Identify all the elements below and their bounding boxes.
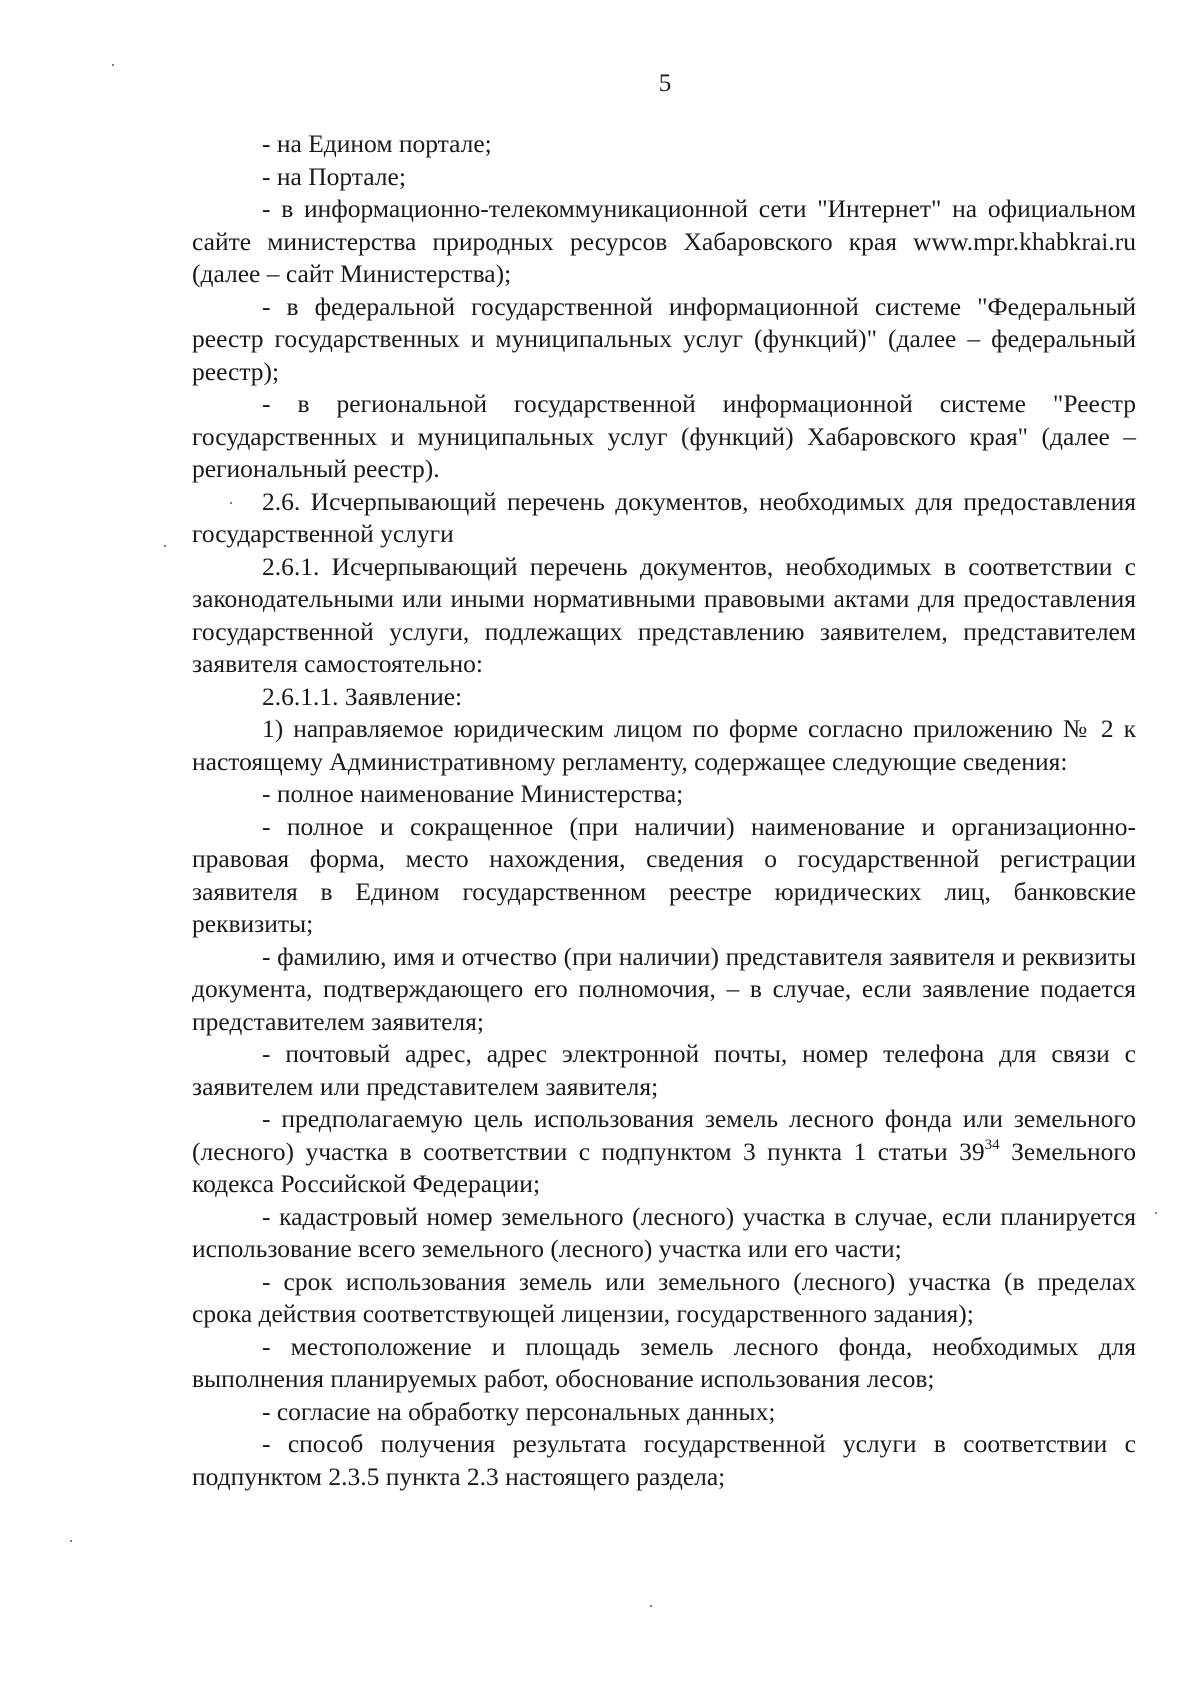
list-item-location-area: - местоположение и площадь земель лесного фонда, необходимых для выполнения планируемых работ, обоснование использования лесов;: [192, 1331, 1136, 1393]
list-item-cadastral-number: - кадастровый номер земельного (лесного) участка в случае, если планируется использование всего земельного (лесного) участка или его части;: [192, 1201, 1136, 1263]
list-item-ministry-name: - полное наименование Министерства;: [262, 779, 684, 808]
paragraph-federal-registry: - в федеральной государственной информационной системе "Федеральный реестр государственных и муниципальных услуг (функций)" (далее – федеральный реестр);: [192, 291, 1136, 386]
list-item-result-method: - способ получения результата государственной услуги в соответствии с подпунктом 2.3.5 пункта 2.3 настоящего раздела;: [192, 1429, 1136, 1491]
scan-speck: [112, 64, 114, 66]
list-item-representative: - фамилию, имя и отчество (при наличии) представителя заявителя и реквизиты документа, подтверждающего его полномочия, – в случае, если заявление подается представителем заявителя;: [192, 941, 1136, 1036]
scan-speck: [1155, 1212, 1157, 1214]
section-heading-2-6: 2.6. Исчерпывающий перечень документов, необходимых для предоставления государственной услуги: [192, 486, 1136, 548]
paragraph-item-1: 1) направляемое юридическим лицом по форме согласно приложению № 2 к настоящему Административному регламенту, содержащее следующие сведения:: [192, 714, 1136, 776]
list-item-contacts: - почтовый адрес, адрес электронной почты, номер телефона для связи с заявителем или представителем заявителя;: [192, 1039, 1136, 1101]
article-ref-superscript: 34: [984, 1136, 1000, 1153]
list-item-org-details: - полное и сокращенное (при наличии) наименование и организационно-правовая форма, место нахождения, сведения о государственной регистрации заявителя в Едином государственном реестре юридических лиц, банковские реквизиты;: [192, 811, 1136, 938]
paragraph-2-6-1: 2.6.1. Исчерпывающий перечень документов, необходимых в соответствии с законодательными или иными нормативными правовыми актами для предоставления государственной услуги, подлежащих представлению заявителем, представителем заявителя самостоятельно:: [192, 551, 1136, 678]
list-item-usage-term: - срок использования земель или земельного (лесного) участка (в пределах срока действия соответствующей лицензии, государственного задания);: [192, 1266, 1136, 1328]
scan-speck: [70, 1540, 72, 1542]
paragraph-internet-site: - в информационно-телекоммуникационной сети "Интернет" на официальном сайте министерства природных ресурсов Хабаровского края www.mpr.khabkrai.ru (далее – сайт Министерства);: [192, 194, 1136, 288]
article-ref-prefix: статьи 39: [877, 1136, 985, 1166]
page-number: 5: [658, 70, 672, 97]
scan-speck: [164, 545, 166, 547]
list-item-purpose: [192, 1103, 1136, 1201]
paragraph-portal: - на Портале;: [262, 161, 406, 191]
scan-speck: [230, 502, 232, 504]
list-item-personal-data-consent: - согласие на обработку персональных данных;: [262, 1396, 776, 1426]
paragraph-regional-registry: - в региональной государственной информационной системе "Реестр государственных и муниципальных услуг (функций) Хабаровского края" (далее – региональный реестр).: [192, 389, 1136, 483]
paragraph-2-6-1-1: 2.6.1.1. Заявление:: [262, 681, 463, 711]
purpose-text: - предполагаемую цель использования земель лесного фонда или земельного (лесного) участка в соответствии с подпунктом 3 пункта 1: [192, 1104, 1136, 1166]
document-body: [192, 128, 1136, 1493]
article-ref-suffix: Земельного кодекса Российской Федерации;: [192, 1136, 1137, 1198]
scan-speck: [650, 1605, 652, 1607]
paragraph-unified-portal: - на Едином портале;: [262, 129, 492, 158]
